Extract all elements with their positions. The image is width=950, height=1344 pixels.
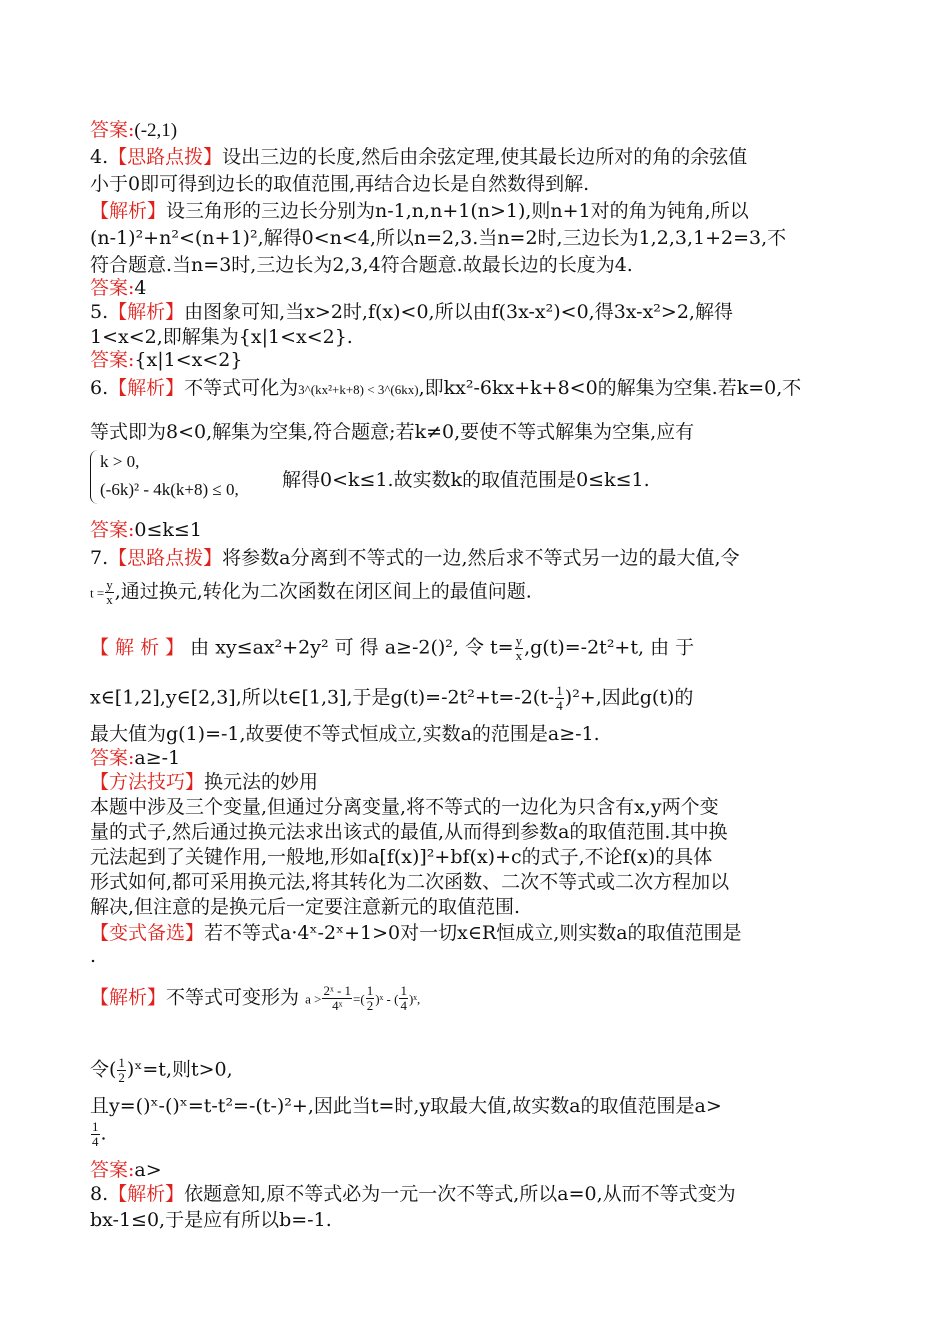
- problem-4-solution-line2: (n-1)²+n²<(n+1)²,解得0<n<4,所以n=2,3.当n=2时,三边长为1,2,3,1+2=3,不: [90, 227, 787, 249]
- fraction-y-over-x: $\frac{y}{x}$: [106, 577, 113, 607]
- variant-solution-line3: 且y=()ˣ-()ˣ=t-t²=-(t-)²+,因此当t=时,y取最大值,故实数a的取值范围是a>: [90, 1095, 722, 1117]
- problem-6-solution: 6.【解析】不等式可化为3^(kx²+k+8) < 3^(6kx),即kx²-6kx+k+8<0的解集为空集.若k=0,不: [90, 377, 802, 399]
- fraction-2x-minus-1-over-4x: $\frac{\text{2ˣ - 1}}{\text{4ˣ}}$: [323, 983, 352, 1013]
- problem-7-hint-cont: t = $\frac{y}{x}$ ,通过换元,转化为二次函数在闭区间上的最值问题.: [90, 577, 532, 607]
- fraction-one-half: $\frac{1}{2}$: [118, 1055, 125, 1085]
- answer-line-5: 答案:{x|1<x<2}: [90, 349, 243, 371]
- inequality-system: [90, 450, 280, 506]
- variant-problem-blank: .: [90, 945, 97, 967]
- method-tip-line3: 元法起到了关键作用,一般地,形如a[f(x)]²+bf(x)+c的式子,不论f(x)的具体: [90, 846, 713, 868]
- problem-5-solution-line2: 1<x<2,即解集为{x|1<x<2}.: [90, 326, 353, 348]
- fraction-one-quarter: $\frac{1}{4}$: [92, 1119, 99, 1149]
- variant-problem: 【变式备选】若不等式a·4ˣ-2ˣ+1>0对一切x∈R恒成立,则实数a的取值范围是: [90, 922, 742, 944]
- problem-8-solution: 8.【解析】依题意知,原不等式必为一元一次不等式,所以a=0,从而不等式变为: [90, 1183, 736, 1205]
- problem-6-solution-line2: 等式即为8<0,解集为空集,符合题意;若k≠0,要使不等式解集为空集,应有: [90, 421, 695, 443]
- method-tip-line4: 形式如何,都可采用换元法,将其转化为二次函数、二次不等式或二次方程加以: [90, 871, 730, 893]
- problem-4-solution: 【解析】设三角形的三边长分别为n-1,n,n+1(n>1),则n+1对的角为钝角,所以: [90, 200, 749, 222]
- problem-5-solution: 5.【解析】由图象可知,当x>2时,f(x)<0,所以由f(3x-x²)<0,得3x-x²>2,解得: [90, 301, 733, 323]
- problem-7-solution-line3: 最大值为g(1)=-1,故要使不等式恒成立,实数a的范围是a≥-1.: [90, 723, 600, 745]
- problem-4-solution-line3: 符合题意.当n=3时,三边长为2,3,4符合题意.故最长边的长度为4.: [90, 254, 633, 276]
- problem-7-solution: 【 解 析 】 由 xy≤ax²+2y² 可 得 a≥-2()², 令 t= $\frac{y}{x}$ ,g(t)=-2t²+t, 由 于: [90, 633, 695, 663]
- answer-line-3: 答案:(-2,1): [90, 119, 178, 141]
- left-brace: [90, 450, 99, 504]
- fraction-one-half: $\frac{1}{2}$: [366, 983, 374, 1013]
- method-tip-line5: 解决,但注意的是换元后一定要注意新元的取值范围.: [90, 896, 521, 918]
- variant-solution: 【解析】不等式可变形为 a > $\frac{\text{2ˣ - 1}}{\text{4ˣ}}$ =( $\frac{1}{2}$ )ˣ - ( $\frac{1}{4}$ )ˣ,: [90, 983, 421, 1013]
- problem-7-solution-line2: x∈[1,2],y∈[2,3],所以t∈[1,3],于是g(t)=-2t²+t=-2(t- $\frac{1}{4}$ )²+,因此g(t)的: [90, 683, 694, 713]
- method-tip-line2: 量的式子,然后通过换元法求出该式的最值,从而得到参数a的取值范围.其中换: [90, 821, 728, 843]
- answer-line-4: 答案:4: [90, 277, 147, 299]
- variant-solution-line4: $\frac{1}{4}$ .: [92, 1119, 107, 1149]
- fraction-one-quarter: $\frac{1}{4}$: [556, 683, 563, 713]
- method-tip-line1: 本题中涉及三个变量,但通过分离变量,将不等式的一边化为只含有x,y两个变: [90, 796, 719, 818]
- problem-6-conclusion: 解得0<k≤1.故实数k的取值范围是0≤k≤1.: [282, 469, 650, 491]
- answer-line-variant: 答案:a>: [90, 1159, 162, 1181]
- variant-solution-line2: 令( $\frac{1}{2}$ )ˣ=t,则t>0,: [90, 1055, 233, 1085]
- problem-4-hint-cont: 小于0即可得到边长的取值范围,再结合边长是自然数得到解.: [90, 173, 590, 195]
- system-row-2: (-6k)² - 4k(k+8) ≤ 0,: [100, 480, 239, 499]
- problem-7-hint: 7.【思路点拨】将参数a分离到不等式的一边,然后求不等式另一边的最大值,令: [90, 547, 740, 569]
- exponent-inequality: 3^(kx²+k+8) < 3^(6kx): [298, 382, 419, 397]
- system-row-1: k > 0,: [100, 452, 140, 471]
- method-tip-heading: 【方法技巧】换元法的妙用: [90, 771, 319, 793]
- fraction-one-quarter: $\frac{1}{4}$: [400, 983, 407, 1013]
- problem-8-solution-line2: bx-1≤0,于是应有所以b=-1.: [90, 1209, 332, 1231]
- answer-line-7: 答案:a≥-1: [90, 747, 181, 769]
- fraction-y-over-x: $\frac{y}{x}$: [515, 633, 523, 663]
- answer-line-6: 答案:0≤k≤1: [90, 519, 202, 541]
- problem-4-hint: 4.【思路点拨】设出三边的长度,然后由余弦定理,使其最长边所对的角的余弦值: [90, 146, 748, 168]
